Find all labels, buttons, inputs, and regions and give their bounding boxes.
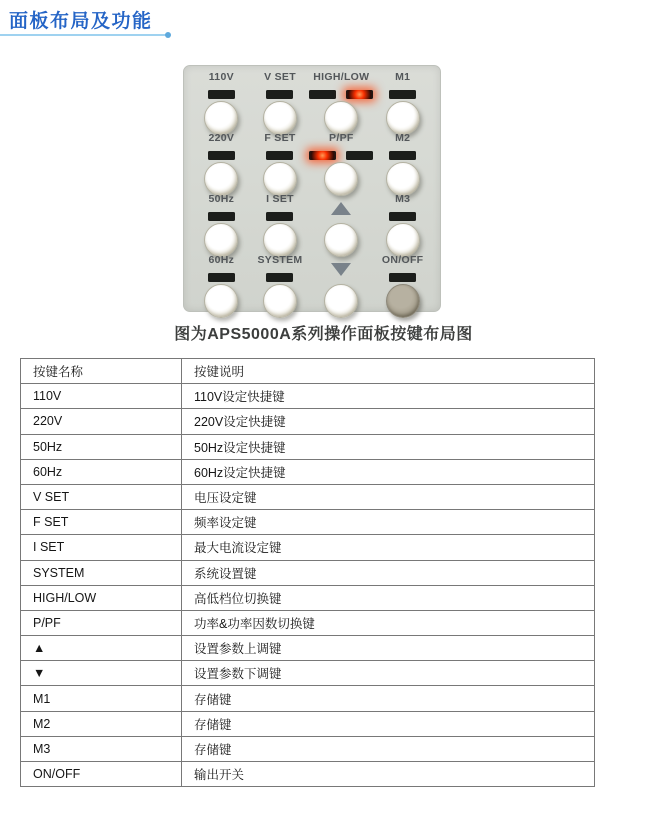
led-indicator-row <box>208 273 235 282</box>
panel-key-label: P/PF <box>329 132 354 144</box>
key-description-cell: 系统设置键 <box>182 560 595 585</box>
panel-key-label: M3 <box>395 193 411 205</box>
led-indicator-row <box>208 90 235 99</box>
panel-key-220V <box>192 132 251 193</box>
key-name-cell: ▲ <box>21 636 182 661</box>
key-name-cell: F SET <box>21 510 182 535</box>
led-indicator-row <box>389 212 416 221</box>
table-row <box>21 409 595 434</box>
panel-key-label: I SET <box>266 193 294 205</box>
panel-image <box>183 65 441 312</box>
led-indicator-off <box>208 90 235 99</box>
key-name-cell: 50Hz <box>21 434 182 459</box>
panel-button-m1 <box>386 101 420 135</box>
led-indicator-off <box>309 90 336 99</box>
led-indicator-off <box>389 273 416 282</box>
panel-key-label: 110V <box>208 71 234 83</box>
table-row <box>21 610 595 635</box>
led-indicator-row <box>266 90 293 99</box>
panel-key-label: HIGH/LOW <box>313 71 370 83</box>
panel-key-label: V SET <box>264 71 296 83</box>
panel-button-on-off <box>386 284 420 318</box>
panel-key-up <box>309 193 373 254</box>
panel-button-m3 <box>386 223 420 257</box>
key-description-cell: 频率设定键 <box>182 510 595 535</box>
key-function-table <box>20 358 595 787</box>
table-row <box>21 762 595 787</box>
panel-key-label: 60Hz <box>208 254 235 266</box>
led-indicator-off <box>208 212 235 221</box>
panel-key-m1 <box>373 71 432 132</box>
key-name-cell: ON/OFF <box>21 762 182 787</box>
panel-key-m2 <box>373 132 432 193</box>
led-indicator-off <box>389 212 416 221</box>
key-description-cell: 设置参数下调键 <box>182 661 595 686</box>
key-name-cell: M3 <box>21 736 182 761</box>
panel-key-m3 <box>373 193 432 254</box>
led-indicator-row <box>208 212 235 221</box>
table-row <box>21 434 595 459</box>
table-row <box>21 585 595 610</box>
panel-key-p-pf <box>309 132 373 193</box>
key-name-cell: V SET <box>21 484 182 509</box>
panel-key-on-off <box>373 254 432 315</box>
arrow-up-icon <box>331 202 351 215</box>
panel-button-f-set <box>263 162 297 196</box>
panel-key-50Hz <box>192 193 251 254</box>
panel-button-high-low <box>324 101 358 135</box>
led-indicator-row <box>389 90 416 99</box>
figure-caption: 图为APS5000A系列操作面板按键布局图 <box>174 326 473 343</box>
panel-button-p-pf <box>324 162 358 196</box>
led-indicator-off <box>389 151 416 160</box>
panel-button-up <box>324 223 358 257</box>
key-description-cell: 220V设定快捷键 <box>182 409 595 434</box>
panel-key-down <box>309 254 373 315</box>
table-row <box>21 711 595 736</box>
led-indicator-off <box>266 151 293 160</box>
column-header: 按键说明 <box>182 359 595 384</box>
key-name-cell: 110V <box>21 384 182 409</box>
column-header: 按键名称 <box>21 359 182 384</box>
led-indicator-row <box>309 90 373 99</box>
led-indicator-off <box>208 151 235 160</box>
led-indicator-off <box>266 90 293 99</box>
led-indicator-row <box>309 151 373 160</box>
key-description-cell: 输出开关 <box>182 762 595 787</box>
panel-key-label: ON/OFF <box>381 254 424 266</box>
panel-key-system <box>251 254 310 315</box>
panel-key-v-set <box>251 71 310 132</box>
panel-key-label: F SET <box>264 132 296 144</box>
led-indicator-row <box>389 151 416 160</box>
table-row <box>21 459 595 484</box>
key-name-cell: M1 <box>21 686 182 711</box>
led-indicator-row <box>266 151 293 160</box>
key-description-cell: 60Hz设定快捷键 <box>182 459 595 484</box>
table-row <box>21 484 595 509</box>
key-description-cell: 50Hz设定快捷键 <box>182 434 595 459</box>
panel-button-i-set <box>263 223 297 257</box>
led-indicator-on <box>346 90 373 99</box>
key-table-header-row <box>21 359 595 384</box>
key-name-cell: HIGH/LOW <box>21 585 182 610</box>
led-indicator-off <box>208 273 235 282</box>
key-name-cell: 220V <box>21 409 182 434</box>
table-row <box>21 510 595 535</box>
led-indicator-on <box>309 151 336 160</box>
panel-key-label: SYSTEM <box>257 254 303 266</box>
key-name-cell: I SET <box>21 535 182 560</box>
table-row <box>21 686 595 711</box>
panel-key-label: 50Hz <box>208 193 235 205</box>
key-description-cell: 存储键 <box>182 736 595 761</box>
panel-button-down <box>324 284 358 318</box>
panel-key-60Hz <box>192 254 251 315</box>
key-name-cell: P/PF <box>21 610 182 635</box>
panel-button-m2 <box>386 162 420 196</box>
panel-key-i-set <box>251 193 310 254</box>
led-indicator-off <box>266 212 293 221</box>
key-description-cell: 高低档位切换键 <box>182 585 595 610</box>
key-description-cell: 存储键 <box>182 686 595 711</box>
panel-button-60Hz <box>204 284 238 318</box>
key-name-cell: SYSTEM <box>21 560 182 585</box>
panel-key-label: M2 <box>395 132 411 144</box>
led-indicator-row <box>389 273 416 282</box>
title-underline-dot <box>165 32 171 38</box>
key-name-cell: ▼ <box>21 661 182 686</box>
table-row <box>21 384 595 409</box>
panel-key-110V <box>192 71 251 132</box>
led-indicator-row <box>266 273 293 282</box>
panel-button-system <box>263 284 297 318</box>
led-indicator-row <box>266 212 293 221</box>
panel-key-label: 220V <box>208 132 235 144</box>
key-description-cell: 110V设定快捷键 <box>182 384 595 409</box>
panel-key-high-low <box>309 71 373 132</box>
table-row <box>21 636 595 661</box>
key-description-cell: 设置参数上调键 <box>182 636 595 661</box>
panel-button-220V <box>204 162 238 196</box>
table-row <box>21 661 595 686</box>
panel-button-v-set <box>263 101 297 135</box>
table-row <box>21 535 595 560</box>
led-indicator-off <box>346 151 373 160</box>
arrow-down-icon <box>331 263 351 276</box>
panel-key-f-set <box>251 132 310 193</box>
key-description-cell: 电压设定键 <box>182 484 595 509</box>
table-row <box>21 736 595 761</box>
page-title: 面板布局及功能 <box>9 11 153 32</box>
key-description-cell: 最大电流设定键 <box>182 535 595 560</box>
panel-button-110V <box>204 101 238 135</box>
led-indicator-off <box>266 273 293 282</box>
key-table-body <box>21 384 595 787</box>
panel-button-50Hz <box>204 223 238 257</box>
table-row <box>21 560 595 585</box>
key-description-cell: 存储键 <box>182 711 595 736</box>
led-indicator-off <box>389 90 416 99</box>
key-name-cell: 60Hz <box>21 459 182 484</box>
key-description-cell: 功率&功率因数切换键 <box>182 610 595 635</box>
panel-button-grid <box>184 66 440 311</box>
led-indicator-row <box>208 151 235 160</box>
key-name-cell: M2 <box>21 711 182 736</box>
panel-key-label: M1 <box>395 71 411 83</box>
title-underline <box>0 34 168 36</box>
